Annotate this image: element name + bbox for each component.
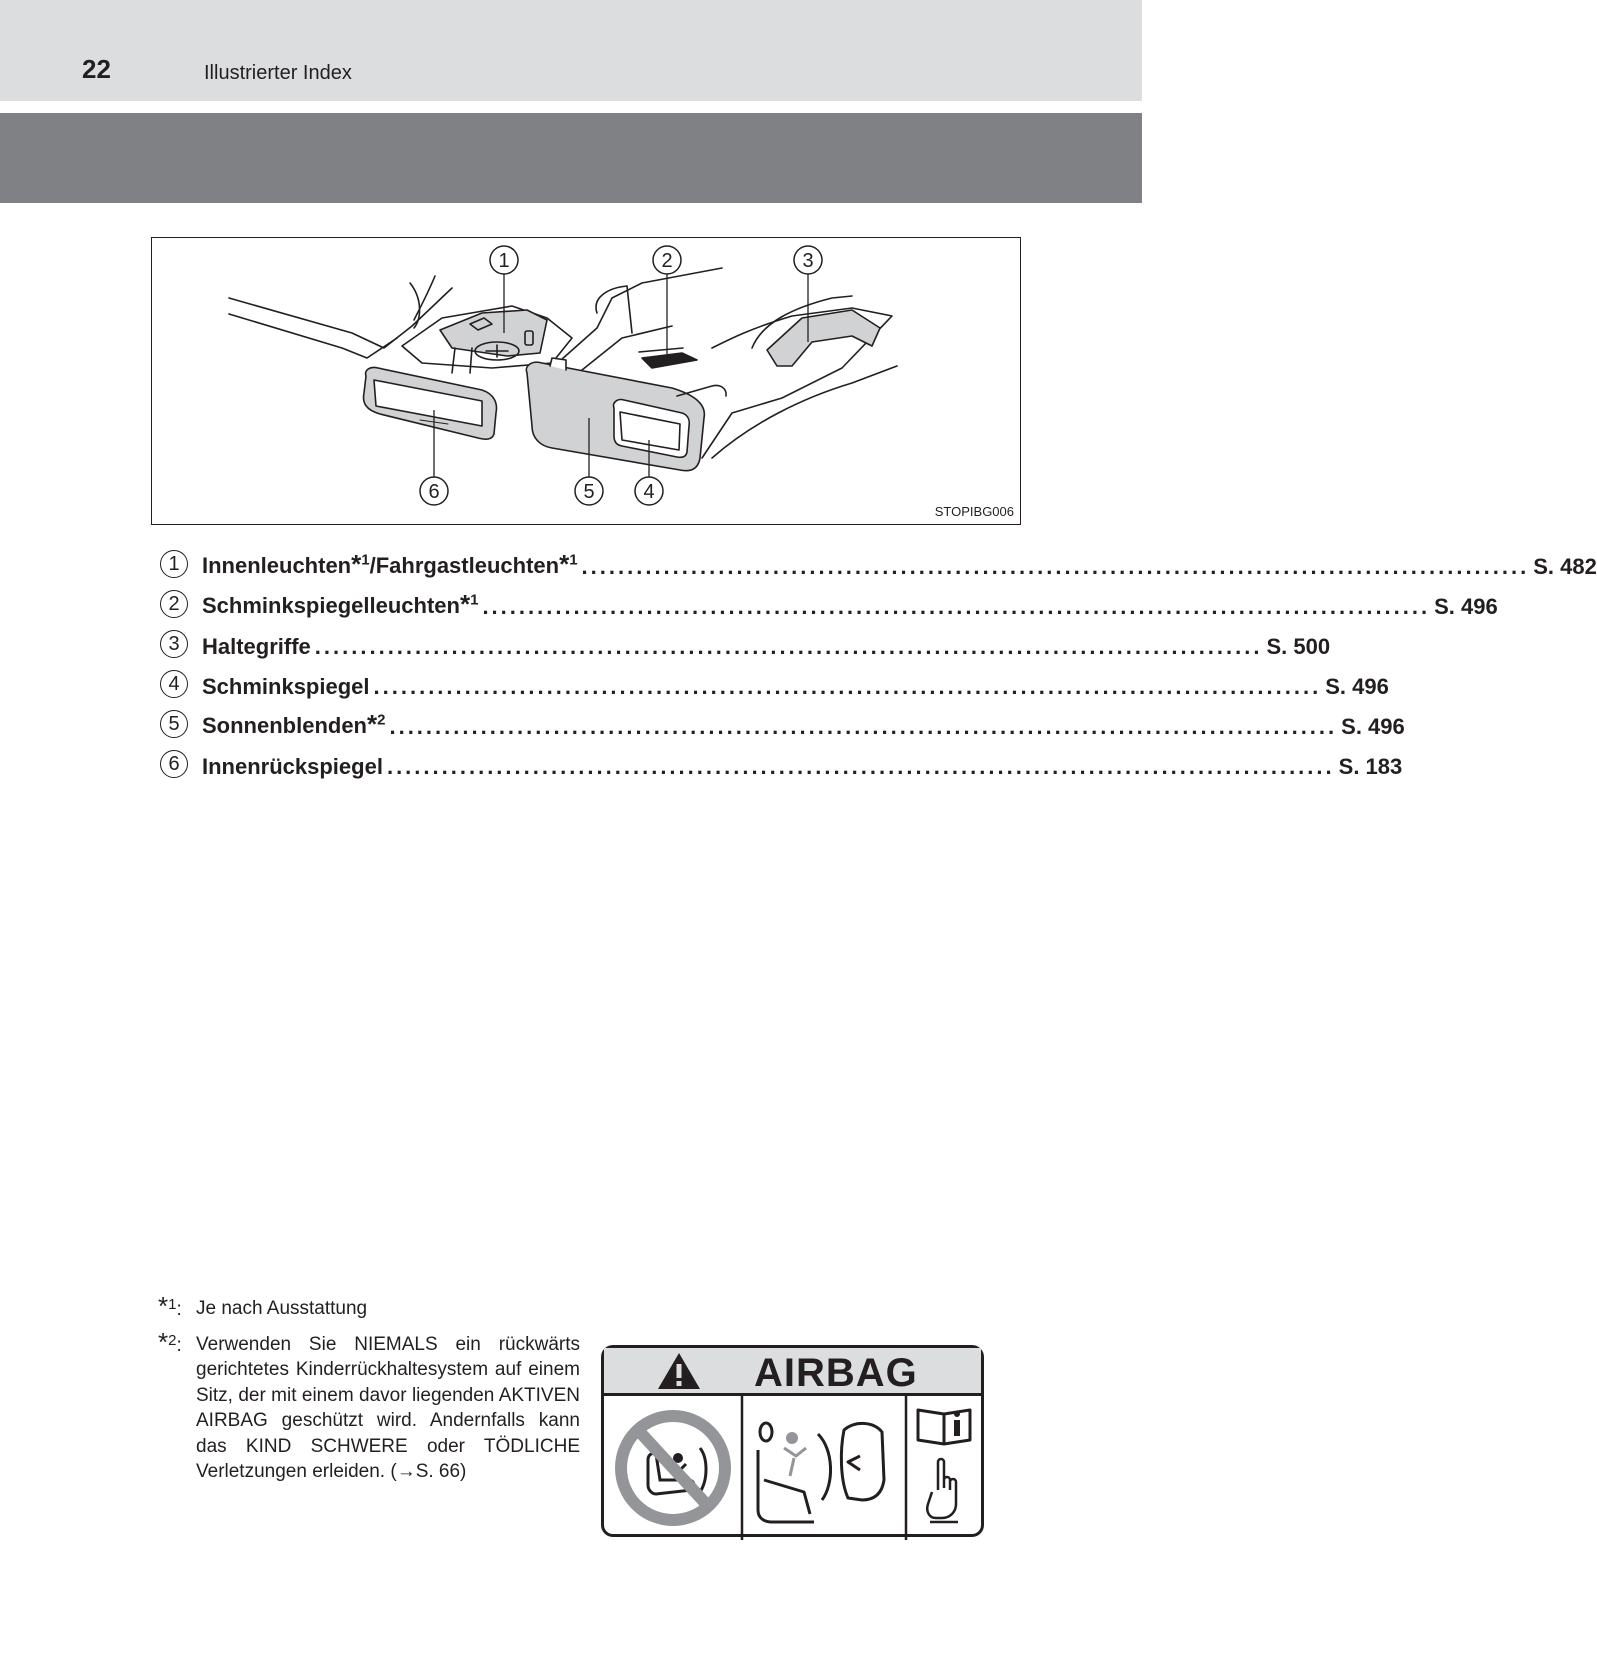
- pointing-hand-icon: [927, 1459, 958, 1522]
- manual-book-icon: [908, 1400, 982, 1536]
- item-label: Schminkspiegel: [202, 674, 370, 699]
- car-ceiling-drawing: [152, 238, 1020, 524]
- item-number: 5: [160, 710, 188, 738]
- callout-5: 5: [583, 481, 595, 503]
- footnotes: [158, 1291, 580, 1495]
- footnote-text: Je nach Ausstattung: [196, 1298, 368, 1319]
- page-reference[interactable]: S. 500: [1266, 634, 1331, 659]
- index-row: [160, 700, 1405, 740]
- footnote-marker: $*_1$:: [158, 1291, 182, 1321]
- footnote-2: [158, 1326, 580, 1485]
- item-number: 6: [160, 750, 188, 778]
- index-list: [160, 540, 1597, 780]
- index-row: [160, 620, 1331, 660]
- callout-1: 1: [498, 250, 510, 272]
- item-number: 4: [160, 670, 188, 698]
- leader-dots: ........................................................................................................: [482, 594, 1431, 619]
- index-row: [160, 660, 1389, 700]
- leader-dots: ........................................................................................................: [389, 714, 1338, 739]
- figure-code: STOPIBG006: [934, 504, 1014, 519]
- page-reference[interactable]: S. 183: [1338, 754, 1403, 779]
- section-title: Illustrierter Index: [204, 62, 352, 84]
- interior-illustration: [151, 237, 1021, 525]
- item-label: Innenleuchten*$^1$/Fahrgastleuchten*$^1$: [202, 549, 578, 579]
- page-reference[interactable]: S. 496: [1434, 594, 1498, 619]
- leader-dots: ........................................................................................................: [373, 674, 1322, 699]
- page-reference[interactable]: S. 482: [1533, 554, 1597, 579]
- footnote-text: Verwenden Sie NIEMALS ein rückwärts gerichtetes Kinderrückhaltesystem auf einem Sitz, der mit einem davor liegenden AKTIVEN AIRBAG geschützt wird. Andernfalls kann das KIND SCHWERE oder TÖDLICHE Verletzungen erleiden. (→S. 66): [196, 1333, 580, 1482]
- page-reference[interactable]: S. 496: [1341, 714, 1405, 739]
- section-band: [0, 113, 1142, 203]
- item-number: 3: [160, 630, 188, 658]
- callout-3: 3: [802, 250, 814, 272]
- item-label: Sonnenblenden*$^2$: [202, 709, 386, 739]
- header-band: [0, 0, 1142, 101]
- item-label: Innenrückspiegel: [202, 754, 383, 779]
- item-number: 1: [160, 550, 188, 578]
- leader-dots: ........................................................................................................: [581, 554, 1530, 579]
- callout-2: 2: [661, 250, 673, 272]
- no-rear-facing-child-seat-icon: [608, 1400, 738, 1536]
- item-label: Schminkspiegelleuchten*$^1$: [202, 589, 479, 619]
- page-reference[interactable]: S. 496: [1325, 674, 1389, 699]
- callout-4: 4: [643, 481, 655, 503]
- airbag-warning-label: [601, 1345, 984, 1537]
- item-number: 2: [160, 590, 188, 618]
- airbag-word: AIRBAG: [754, 1351, 918, 1395]
- leader-dots: ........................................................................................................: [314, 634, 1263, 659]
- callout-6: 6: [428, 481, 440, 503]
- leader-dots: ........................................................................................................: [386, 754, 1335, 779]
- index-row: [160, 540, 1597, 580]
- index-row: [160, 580, 1498, 620]
- item-label: Haltegriffe: [202, 634, 311, 659]
- footnote-marker: $*_2$:: [158, 1326, 182, 1357]
- index-row: [160, 740, 1403, 780]
- footnote-1: [158, 1291, 580, 1322]
- page-number: 22: [82, 54, 111, 84]
- airbag-deploy-icon: [744, 1400, 902, 1536]
